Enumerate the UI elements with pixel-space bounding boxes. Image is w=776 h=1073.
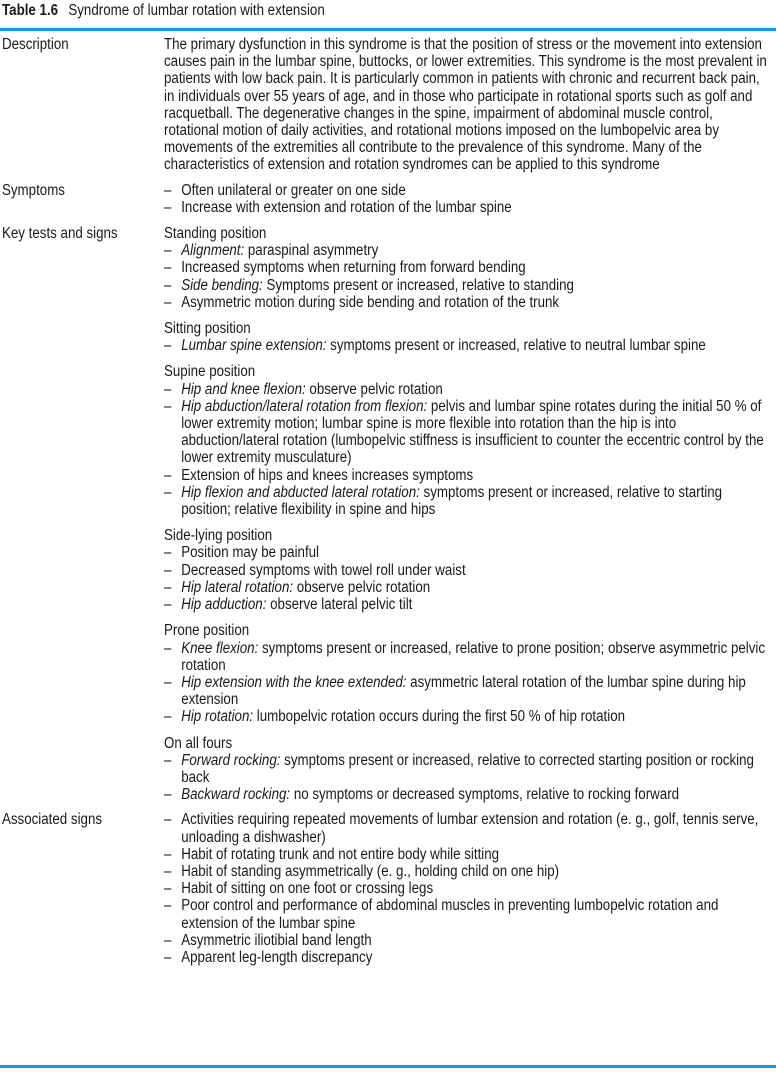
position-heading: Standing position xyxy=(164,225,267,243)
list-item xyxy=(164,932,769,949)
list-item xyxy=(164,337,769,354)
dash-bullet: – xyxy=(164,276,172,294)
row-label-description: Description xyxy=(2,36,69,53)
test-position-group xyxy=(164,622,769,725)
dash-bullet: – xyxy=(164,259,172,277)
test-position-group xyxy=(164,320,769,354)
dash-bullet: – xyxy=(164,897,172,915)
item-lead-term: Hip lateral rotation: xyxy=(181,578,294,596)
list-item xyxy=(164,398,769,467)
item-text: Often unilateral or greater on one side xyxy=(181,181,406,199)
list-item xyxy=(164,752,769,786)
item-text: Increased symptoms when returning from forward bending xyxy=(181,259,526,277)
dash-bullet: – xyxy=(164,483,172,501)
item-lead-term: Hip flexion and abducted lateral rotation: xyxy=(181,483,420,501)
list-item xyxy=(164,811,769,845)
table-row-symptoms xyxy=(2,182,776,216)
item-lead-term: Hip adduction: xyxy=(181,596,267,614)
list-item xyxy=(164,294,769,311)
row-label-symptoms: Symptoms xyxy=(2,181,65,199)
item-text: symptoms present or increased, relative to corrected starting position or rocking back xyxy=(181,751,754,786)
description-text: The primary dysfunction in this syndrome is that the position of stress or the movement into extension causes pain in the lumbar spine, buttocks, or lower extremities. This syndrome is the most prevalent in patients with low back pain. It is particularly common in patients with chronic and recurrent back pain, in individuals over 55 years of age, and in those who participate in rotational sports such as golf and racquetball. The degenerative changes in the spine, impairment of abdominal muscle control, rotational motion of daily activities, and rotational motions imposed on the lumbopelvic area by movements of the extremities all contribute to the prevalence of this syndrome. Many of the characteristics of extension and rotation syndromes can be applied to this syndrome xyxy=(164,36,767,174)
item-lead-term: Hip and knee flexion: xyxy=(181,380,306,398)
list-item xyxy=(164,846,769,863)
test-position-group xyxy=(164,363,769,518)
position-heading: On all fours xyxy=(164,734,233,752)
item-text: Apparent leg-length discrepancy xyxy=(181,948,373,966)
item-text: observe pelvic rotation xyxy=(305,380,443,398)
item-text: Increase with extension and rotation of the lumbar spine xyxy=(181,198,512,216)
table-bottom-rule xyxy=(0,1065,776,1068)
dash-bullet: – xyxy=(164,931,172,949)
row-label-key-tests: Key tests and signs xyxy=(2,225,118,243)
dash-bullet: – xyxy=(164,751,172,769)
item-text: Asymmetric motion during side bending and rotation of the trunk xyxy=(181,293,560,311)
test-position-group xyxy=(164,735,769,804)
test-position-group xyxy=(164,527,769,613)
dash-bullet: – xyxy=(164,596,172,614)
item-text: Decreased symptoms with towel roll under waist xyxy=(181,561,466,579)
dash-bullet: – xyxy=(164,880,172,898)
item-text: asymmetric lateral rotation of the lumbar spine during hip extension xyxy=(181,673,746,709)
item-text: pelvis and lumbar spine rotates during the initial 50 % of lower extremity motion; lumbar spine is more flexible into rotation than the hip is into abduction/lateral rotation (lumbopelvic stiffness is insufficient to counter the eccentric control by the lower extremity musculature) xyxy=(181,397,764,467)
item-text: Habit of standing asymmetrically (e. g., holding child on one hip) xyxy=(181,862,560,880)
item-text: symptoms present or increased, relative to starting position; relative flexibility in spine and hips xyxy=(181,483,723,519)
dash-bullet: – xyxy=(164,380,172,398)
dash-bullet: – xyxy=(164,561,172,579)
list-item xyxy=(164,562,769,579)
item-text: no symptoms or decreased symptoms, relative to rocking forward xyxy=(290,786,680,804)
table-row-associated-signs xyxy=(2,811,776,966)
associated-signs-list xyxy=(164,811,769,966)
item-text: Position may be painful xyxy=(181,544,320,562)
list-item xyxy=(164,242,769,259)
list-item xyxy=(164,259,769,276)
list-item xyxy=(164,596,769,613)
dash-bullet: – xyxy=(164,242,172,260)
dash-bullet: – xyxy=(164,811,172,829)
list-item xyxy=(164,674,769,708)
list-item xyxy=(164,544,769,561)
list-item xyxy=(164,708,769,725)
item-text: symptoms present or increased, relative to prone position; observe asymmetric pelvic rotation xyxy=(181,639,766,674)
item-lead-term: Lumbar spine extension: xyxy=(181,337,327,355)
list-item xyxy=(164,786,769,803)
list-item xyxy=(164,199,769,216)
list-item xyxy=(164,467,769,484)
position-heading: Prone position xyxy=(164,622,250,640)
item-text: observe lateral pelvic tilt xyxy=(266,596,413,614)
item-text: paraspinal asymmetry xyxy=(244,242,379,260)
key-tests-groups xyxy=(164,225,769,803)
table-title: Syndrome of lumbar rotation with extension xyxy=(68,2,325,19)
dash-bullet: – xyxy=(164,639,172,657)
dash-bullet: – xyxy=(164,466,172,484)
dash-bullet: – xyxy=(164,198,172,216)
symptoms-list xyxy=(164,182,769,216)
item-lead-term: Side bending: xyxy=(181,276,263,294)
dash-bullet: – xyxy=(164,948,172,966)
list-item xyxy=(164,863,769,880)
syndrome-table xyxy=(2,36,776,966)
table-number: Table 1.6 xyxy=(2,2,59,19)
item-lead-term: Backward rocking: xyxy=(181,786,291,804)
item-text: symptoms present or increased, relative to neutral lumbar spine xyxy=(326,337,706,355)
item-text: Activities requiring repeated movements of lumbar extension and rotation (e. g., golf, tennis serve, unloading a dishwasher) xyxy=(181,811,759,846)
list-item xyxy=(164,182,769,199)
table-caption xyxy=(2,1,325,21)
item-lead-term: Alignment: xyxy=(181,242,245,260)
item-lead-term: Forward rocking: xyxy=(181,751,281,769)
dash-bullet: – xyxy=(164,397,172,415)
list-item xyxy=(164,277,769,294)
item-text: observe pelvic rotation xyxy=(293,578,431,596)
table-row-description xyxy=(2,36,776,174)
dash-bullet: – xyxy=(164,862,172,880)
position-heading: Supine position xyxy=(164,363,256,381)
dash-bullet: – xyxy=(164,544,172,562)
item-lead-term: Hip abduction/lateral rotation from flexion: xyxy=(181,397,428,415)
position-heading: Sitting position xyxy=(164,320,251,338)
list-item xyxy=(164,949,769,966)
item-lead-term: Hip extension with the knee extended: xyxy=(181,673,407,691)
item-lead-term: Knee flexion: xyxy=(181,639,259,657)
dash-bullet: – xyxy=(164,845,172,863)
dash-bullet: – xyxy=(164,578,172,596)
item-text: Extension of hips and knees increases symptoms xyxy=(181,466,474,484)
table-top-rule xyxy=(0,28,776,31)
table-row-key-tests xyxy=(2,225,776,803)
list-item xyxy=(164,484,769,518)
list-item xyxy=(164,897,769,931)
row-label-associated-signs: Associated signs xyxy=(2,811,103,829)
item-lead-term: Hip rotation: xyxy=(181,708,254,726)
list-item xyxy=(164,579,769,596)
item-text: Habit of rotating trunk and not entire body while sitting xyxy=(181,845,500,863)
item-text: Symptoms present or increased, relative to standing xyxy=(262,276,574,294)
item-text: Habit of sitting on one foot or crossing legs xyxy=(181,880,434,898)
dash-bullet: – xyxy=(164,293,172,311)
item-text: Asymmetric iliotibial band length xyxy=(181,931,372,949)
dash-bullet: – xyxy=(164,181,172,199)
dash-bullet: – xyxy=(164,708,172,726)
dash-bullet: – xyxy=(164,673,172,691)
list-item xyxy=(164,381,769,398)
test-position-group xyxy=(164,225,769,311)
dash-bullet: – xyxy=(164,337,172,355)
item-text: lumbopelvic rotation occurs during the first 50 % of hip rotation xyxy=(253,708,626,726)
list-item xyxy=(164,640,769,674)
list-item xyxy=(164,880,769,897)
position-heading: Side-lying position xyxy=(164,527,273,545)
item-text: Poor control and performance of abdominal muscles in preventing lumbopelvic rotation and extension of the lumbar spine xyxy=(181,897,719,932)
dash-bullet: – xyxy=(164,786,172,804)
